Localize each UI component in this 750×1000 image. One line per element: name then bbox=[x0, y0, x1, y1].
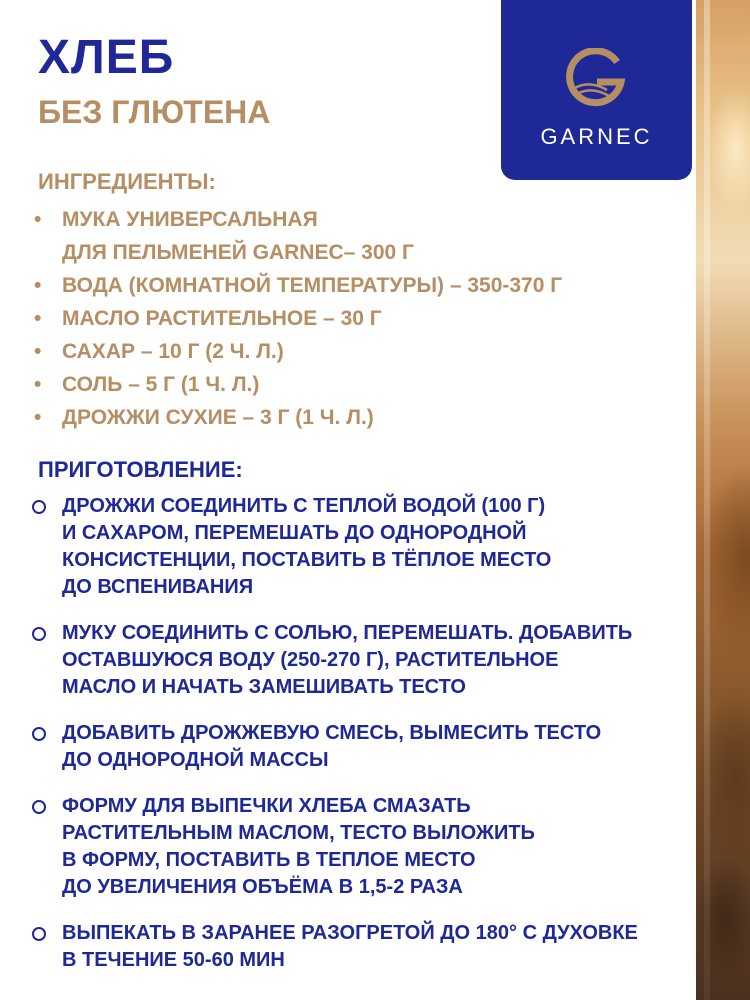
preparation-steps bbox=[30, 493, 680, 993]
circle-bullet-icon bbox=[32, 727, 46, 741]
circle-bullet-icon bbox=[32, 500, 46, 514]
circle-bullet-icon bbox=[32, 800, 46, 814]
ingredient-text: МАСЛО РАСТИТЕЛЬНОЕ – 30 Г bbox=[62, 307, 382, 330]
bullet-icon: • bbox=[34, 307, 42, 330]
preparation-heading: ПРИГОТОВЛЕНИЕ: bbox=[38, 457, 243, 482]
bullet-icon: • bbox=[34, 340, 42, 363]
step-text: ДОБАВИТЬ ДРОЖЖЕВУЮ СМЕСЬ, ВЫМЕСИТЬ ТЕСТО ДО ОДНОРОДНОЙ МАССЫ bbox=[62, 722, 602, 771]
bread-photo-strip bbox=[696, 0, 750, 1000]
step-text: МУКУ СОЕДИНИТЬ С СОЛЬЮ, ПЕРЕМЕШАТЬ. ДОБАВИТЬ ОСТАВШУЮСЯ ВОДУ (250-270 Г), РАСТИТЕЛЬНОЕ МАСЛО И НАЧАТЬ ЗАМЕШИВАТЬ ТЕСТО bbox=[62, 622, 633, 698]
ingredient-item bbox=[32, 269, 672, 302]
ingredient-text: САХАР – 10 Г (2 Ч. Л.) bbox=[62, 340, 284, 363]
step-text: ФОРМУ ДЛЯ ВЫПЕЧКИ ХЛЕБА СМАЗАТЬ РАСТИТЕЛЬНЫМ МАСЛОМ, ТЕСТО ВЫЛОЖИТЬ В ФОРМУ, ПОСТАВИТЬ В ТЕПЛОЕ МЕСТО ДО УВЕЛИЧЕНИЯ ОБЪЁМА В 1,5-2 РАЗА bbox=[62, 795, 535, 898]
preparation-step bbox=[30, 920, 680, 974]
preparation-step bbox=[30, 720, 680, 774]
preparation-step bbox=[30, 620, 680, 701]
ingredient-text: СОЛЬ – 5 Г (1 Ч. Л.) bbox=[62, 373, 260, 396]
step-text: ДРОЖЖИ СОЕДИНИТЬ С ТЕПЛОЙ ВОДОЙ (100 Г) И САХАРОМ, ПЕРЕМЕШАТЬ ДО ОДНОРОДНОЙ КОНСИСТЕНЦИИ, ПОСТАВИТЬ В ТЁПЛОЕ МЕСТО ДО ВСПЕНИВАНИЯ bbox=[62, 495, 552, 598]
ingredient-item bbox=[32, 401, 672, 434]
step-text: ВЫПЕКАТЬ В ЗАРАНЕЕ РАЗОГРЕТОЙ ДО 180° С ДУХОВКЕ В ТЕЧЕНИЕ 50-60 МИН bbox=[62, 922, 638, 971]
ingredient-item bbox=[32, 335, 672, 368]
garnec-logo-icon bbox=[563, 48, 627, 108]
ingredient-text: ВОДА (КОМНАТНОЙ ТЕМПЕРАТУРЫ) – 350-370 Г bbox=[62, 274, 563, 297]
preparation-step bbox=[30, 793, 680, 901]
circle-bullet-icon bbox=[32, 927, 46, 941]
bullet-icon: • bbox=[34, 208, 42, 231]
preparation-step bbox=[30, 493, 680, 601]
recipe-subtitle: БЕЗ ГЛЮТЕНА bbox=[38, 94, 271, 130]
ingredient-text: ДРОЖЖИ СУХИЕ – 3 Г (1 Ч. Л.) bbox=[62, 406, 374, 429]
brand-name: GARNEC bbox=[540, 124, 653, 149]
ingredient-text: МУКА УНИВЕРСАЛЬНАЯ ДЛЯ ПЕЛЬМЕНЕЙ GARNEC– 300 Г bbox=[62, 208, 414, 264]
brand-logo-box bbox=[501, 0, 692, 180]
ingredients-list bbox=[32, 203, 672, 434]
circle-bullet-icon bbox=[32, 627, 46, 641]
ingredient-item bbox=[32, 203, 672, 269]
bullet-icon: • bbox=[34, 406, 42, 429]
ingredients-heading: ИНГРЕДИЕНТЫ: bbox=[38, 169, 216, 194]
ingredient-item bbox=[32, 302, 672, 335]
bullet-icon: • bbox=[34, 373, 42, 396]
recipe-title: ХЛЕБ bbox=[38, 31, 175, 84]
bullet-icon: • bbox=[34, 274, 42, 297]
ingredient-item bbox=[32, 368, 672, 401]
